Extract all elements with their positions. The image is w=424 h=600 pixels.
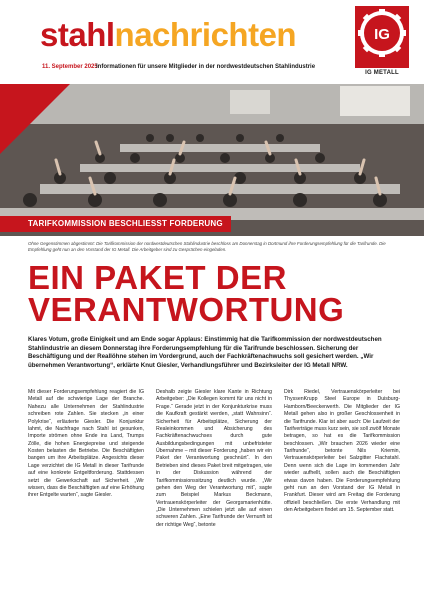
brand-title (40, 18, 296, 51)
headline: EIN PAKET DER VERANTWORTUNG (28, 259, 345, 329)
brand-part-stahl: stahl (40, 16, 115, 53)
ig-metall-logo (352, 6, 412, 78)
article-column-2: Deshalb zeigte Giesler klare Kante in Richtung Arbeitgeber: „Die Kollegen kommt für uns nicht in Frage.“ Gerade jetzt in der Konjunkturkrise muss die Kaufkraft gestärkt werden, „statt Wahnsinn“. Sicherheit für Arbeitsplätze, Sicherung der Realeinkommen und Absicherung des Fachkräftenachwuchses durch gute Ausbildungsbedingungen mit unbefristeter Übernahme – mit dieser Forderung „haben wir ein Paket der Verantwortung geschnürt“. In den Betrieben sind dieses Paket breit mitgetragen, wie in der Diskussion während der Tarifkommissionssitzung deutlich wurde. „Wir gehen den Weg der Verantwortung mit“, sagte zum Beispiel Markus Beckmann, Vertrauenskörperleiter der Georgsmarienhütte. „Die Unternehmen schielen jetzt alle auf einen schweren Zahlen. „Eine Tarifrunde der Vernunft ist der richtige Weg“, betonte (156, 389, 272, 528)
brand-part-nachrichten: nachrichten (114, 16, 297, 53)
masthead (0, 0, 424, 84)
issue-date: 11. September 2025 (42, 64, 98, 70)
logo-emblem (355, 6, 409, 68)
logo-label: IG METALL (365, 70, 399, 76)
tagline: Informationen für unsere Mitglieder in der nordwestdeutschen Stahlindustrie (96, 64, 316, 70)
gear-emblem-icon (355, 6, 409, 68)
svg-text:IG: IG (374, 26, 390, 43)
article-column-1: Mit dieser Forderungsempfehlung reagiert die IG Metall auf die schwierige Lage der Branche. Nahezu alle Unternehmen der Stahlindustrie schreiben rote Zahlen. Sie stecken „in einer Polykrise“, erläuterte Giesler. Die Konjunktur lahmt, die Nachfrage nach Stahl ist gesunken, Importe strömen ohne Ende ins Land, Trumps Zölle, die hohen Energiepreise und steigende Kosten belasten die Betriebe. Die Beschäftigten bangen um ihre Arbeitsplätze. Angesichts dieser Lage verzichtet die IG Metall in dieser Tarifrunde auf eine konkrete Entgeltforderung. Stattdessen setzt die Gewerkschaft auf Sicherheit. „Wir wissen, dass die Beschäftigten auf eine Erhöhung ihrer Entgelte warten“, sagte Giesler. (28, 389, 144, 499)
section-label: TARIFKOMMISSION BESCHLIESST FORDERUNG (0, 216, 231, 232)
article-columns (28, 389, 400, 594)
red-corner-accent (0, 84, 70, 154)
lead-paragraph: Klares Votum, große Einigkeit und am Ende sogar Applaus: Einstimmig hat die Tarifkommission der nordwestdeutschen Stahlindustrie an diesem Donnerstag ihre Forderungsempfehlung für die Tarifrunde beschlossen. Sicherung der Beschäftigung und der Reallöhne stehen im Vordergrund, auch der Fachkräftenachwuchs soll gesichert werden. „Wir übernehmen Verantwortung“, erklärte Knut Giesler, Verhandlungsführer und Bezirksleiter der IG Metall NRW. (28, 336, 382, 369)
article-column-3: Dirk Riedel, Vertrauenskörperleiter bei ThyssenKrupp Steel Europe in Duisburg-Hamborn/Beeckerwerth. Die Mitglieder der IG Metall gehen also in großer Geschlossenheit in die Tarifrunde. Klar ist aber auch: Die Laufzeit der Tarifverträge muss kurz sein, sie soll zwölf Monate betragen, so hat es die Tarifkommission beschlossen. „Wir brauchen 2026 wieder eine Tarifrunde“, betonte Nils Kriemin, Vertrauenskörperleiter bei Salzgitter Flachstahl. Denn wenn sich die Lage im kommenden Jahr wieder aufhellt, sollen auch die Beschäftigten etwas davon haben. Die Forderungsempfehlung geht nun an den Vorstand der IG Metall in Frankfurt. Dieser wird am Freitag die Forderung offiziell beschließen. Die erste Verhandlung mit den Arbeitgebern findet am 15. September statt. (284, 389, 400, 513)
photo-caption: Ohne Gegenstimmen abgestimmt: Die Tarifkommission der nordwestdeutschen Stahlindustrie beschloss am Donnerstag in Dortmund ihre Forderungsempfehlung für die Tarifrunde. Die Empfehlung geht nun an den Vorstand der IG Metall. Die Arbeitgeber sind zu Gesprächen eingeladen. (28, 241, 386, 252)
